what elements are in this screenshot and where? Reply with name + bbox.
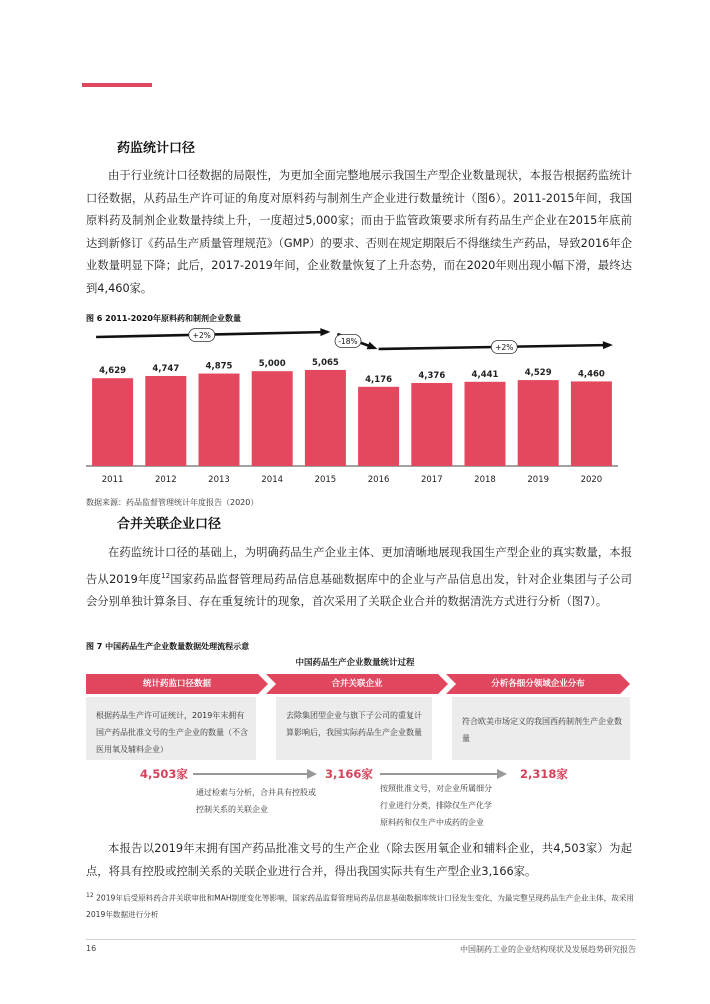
flow-step-1-desc: 根据药品生产许可证统计，2019年末拥有国产药品批准文号的生产企业的数量（不含医用氧及辅料企业）: [96, 711, 248, 754]
flow-step-1: [86, 674, 268, 694]
figure6-source: 数据来源：药品监督管理统计年度报告（2020）: [86, 498, 259, 507]
arrow-right-icon: [380, 768, 508, 780]
section-heading-nmpa: 药监统计口径: [117, 141, 196, 156]
bar-2012: [145, 376, 186, 466]
trend-badge-2-label: -18%: [338, 337, 358, 346]
bar-value-label: 4,747: [152, 363, 180, 374]
bar-value-label: 4,441: [471, 369, 499, 380]
flow-note-1: 通过检索与分析，合并具有控股或控制关系的关联企业: [196, 788, 316, 814]
x-tick-label: 2017: [420, 475, 443, 485]
figure7-title: 图 7 中国药品生产企业数量数据处理流程示意: [86, 642, 250, 651]
flow-step-3: [446, 674, 630, 694]
page-number: 16: [86, 944, 97, 953]
bar-2020: [571, 381, 612, 466]
bar-value-label: 4,529: [524, 368, 552, 379]
bar-2016: [358, 387, 399, 466]
arrow-right-icon: [193, 768, 318, 780]
trend-arrow-up-1-head: [320, 328, 330, 336]
footnote-marker: 12: [86, 892, 94, 899]
trend-arrow-up-2-head: [603, 341, 613, 349]
count-step-3: 2,318家: [520, 767, 568, 781]
x-tick-label: 2013: [208, 475, 230, 485]
trend-arrow-down-head: [367, 342, 378, 349]
flow-step-1-label: 统计药监口径数据: [142, 679, 211, 689]
footer-divider: [86, 939, 636, 940]
paragraph-nmpa: [86, 165, 632, 300]
x-tick-label: 2019: [527, 475, 550, 485]
flow-step-2-desc: 去除集团型企业与旗下子公司的重复计算影响后，我国实际药品生产企业数量: [286, 711, 422, 737]
bar-2017: [411, 383, 452, 466]
flow-title: 中国药品生产企业数量统计过程: [295, 658, 415, 668]
paragraph-merged: [86, 542, 632, 613]
bar-value-label: 4,460: [577, 369, 605, 380]
accent-bar: [82, 83, 152, 87]
bar-2013: [199, 374, 240, 466]
bar-value-label: 5,065: [311, 357, 339, 368]
x-tick-label: 2015: [314, 475, 337, 485]
flow-step-3-desc-box: [452, 697, 630, 760]
flow-step-2-label: 合并关联企业: [331, 679, 383, 689]
flow-step-2: [266, 674, 448, 694]
flow-step-3-desc: 符合欧美市场定义的我国西药制剂生产企业数量: [462, 717, 622, 743]
trend-badge-3-label: +2%: [495, 343, 514, 352]
bar-2015: [305, 370, 346, 466]
bar-2014: [252, 371, 293, 466]
bar-value-label: 4,629: [99, 366, 127, 377]
footer-report-title: 中国制药工业的企业结构现状及发展趋势研究报告: [460, 945, 636, 954]
bar-value-label: 5,000: [258, 359, 286, 370]
x-tick-label: 2012: [154, 475, 177, 485]
count-step-1: 4,503家: [140, 767, 188, 781]
paragraph-text: 本报告以2019年末拥有国产药品批准文号的生产企业（除去医用氧企业和辅料企业，共4,503家）为起点，将具有控股或控制关系的关联企业进行合并，得出我国实际共有生产型企业3,166家。: [86, 842, 632, 878]
figure6-title: 图 6 2011-2020年原料药和制剂企业数量: [86, 314, 241, 323]
bar-value-label: 4,875: [205, 361, 233, 372]
section-heading-merged: 合并关联企业口径: [117, 517, 222, 532]
flow-step-2-desc-box: [276, 697, 432, 760]
x-tick-label: 2014: [261, 475, 284, 485]
paragraph-text: 由于行业统计口径数据的局限性，为更加全面完整地展示我国生产型企业数量现状，本报告根据药监统计口径数据，从药品生产许可证的角度对原料药与制剂生产企业进行数量统计（图6）。2011-2015年间，我国原料药及制剂企业数量持续上升，一度超过5,000家；而由于监管政策要求所有药品生产企业在2015年底前达到新修订《药品生产质量管理规范》（GMP）的要求、否则在规定期限后不得继续生产药品，导致2016年企业数量明显下降；此后，2017-2019年间，企业数量恢复了上升态势，而在2020年则出现小幅下滑，最终达到4,460家。: [86, 169, 632, 295]
enterprise-count-bar-chart: [82, 325, 622, 500]
paragraph-summary: [86, 838, 632, 883]
bar-2011: [92, 378, 133, 466]
footnote-ref: 12: [161, 571, 171, 580]
paragraph-text: 在药监统计口径的基础上，为明确药品生产企业主体、更加清晰地展现我国生产型企业的真实数量，本报告从2019年度$^{12}$国家药品监督管理局药品信息基础数据库中的企业与产品信息出发，针对企业集团与子公司会分别单独计算条目、存在重复统计的现象，首次采用了关联企业合并的数据清洗方式进行分析（图7）。: [86, 546, 632, 608]
flow-step-3-label: 分析各细分领域企业分布: [491, 679, 585, 689]
bar-value-label: 4,376: [418, 371, 446, 382]
x-tick-label: 2020: [580, 475, 603, 485]
bar-2018: [465, 382, 506, 466]
count-step-2: 3,166家: [325, 767, 373, 781]
x-tick-label: 2018: [474, 475, 496, 485]
bar-2019: [518, 380, 559, 466]
footnote-text: 2019年后受原料药合并关联审批和MAH制度变化等影响，国家药品监督管理局药品信息基础数据库统计口径发生变化，为最完整呈现药品生产企业主体，故采用2019年数据进行分析: [86, 893, 635, 919]
trend-badge-1-label: +2%: [192, 331, 211, 340]
x-tick-label: 2016: [367, 475, 390, 485]
flow-step-1-desc-box: [86, 697, 256, 760]
bar-value-label: 4,176: [365, 374, 393, 385]
flow-note-2: 按照批准文号，对企业所属细分行业进行分类，排除仅生产化学原料药和仅生产中成药的企业: [380, 784, 492, 827]
footnote: [86, 888, 646, 923]
x-tick-label: 2011: [101, 475, 124, 485]
